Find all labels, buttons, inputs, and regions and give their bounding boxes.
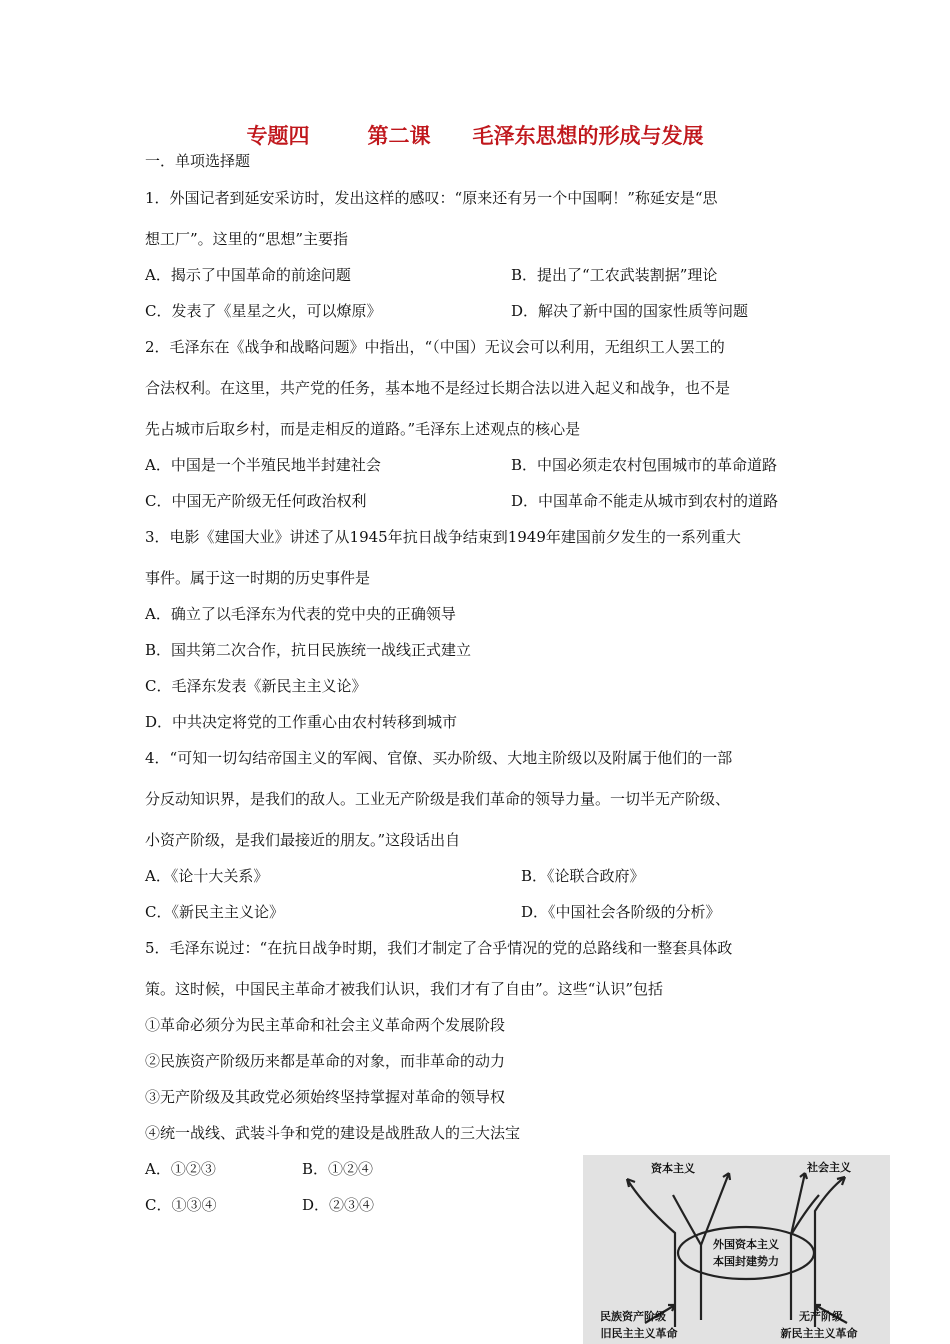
title-subject: 毛泽东思想的形成与发展 <box>472 124 704 148</box>
q3-line-2: 事件。属于这一时期的历史事件是 <box>145 569 371 587</box>
q1-option-d: D．解决了新中国的国家性质等问题 <box>511 302 749 320</box>
q5-line-1: 5．毛泽东说过：“在抗日战争时期，我们才制定了合乎情况的党的总路线和一整套具体政 <box>145 939 733 957</box>
arrow-up-right-icon <box>791 1173 807 1235</box>
q5-line-2: 策。这时候，中国民主革命才被我们认识，我们才有了自由”。这些“认识”包括 <box>145 980 664 998</box>
q5-option-c: C．①③④ <box>145 1196 217 1214</box>
label-socialism: 社会主义 <box>807 1161 851 1174</box>
q1-line-1: 1．外国记者到延安采访时，发出这样的感叹：“原来还有另一个中国啊！”称延安是“思 <box>145 189 718 207</box>
q5-item-4: ④统一战线、武装斗争和党的建设是战胜敌人的三大法宝 <box>145 1124 521 1142</box>
q2-option-c: C．中国无产阶级无任何政治权利 <box>145 492 367 510</box>
q5-item-2: ②民族资产阶级历来都是革命的对象，而非革命的动力 <box>145 1052 506 1070</box>
title-lesson: 第二课 <box>367 124 431 148</box>
q5-item-1: ①革命必须分为民主革命和社会主义革命两个发展阶段 <box>145 1016 506 1034</box>
q3-option-a: A．确立了以毛泽东为代表的党中央的正确领导 <box>145 605 456 623</box>
q1-option-a: A．揭示了中国革命的前途问题 <box>145 266 351 284</box>
q5-option-b: B．①②④ <box>302 1160 374 1178</box>
label-national-bourgeoisie: 民族资产阶级 <box>600 1310 666 1323</box>
q2-line-2: 合法权利。在这里，共产党的任务，基本地不是经过长期合法以进入起义和战争，也不是 <box>145 379 731 397</box>
q1-option-b: B．提出了“工农武装割据”理论 <box>511 266 718 284</box>
q4-option-d: D．《中国社会各阶级的分析》 <box>521 903 721 921</box>
q5-option-d: D．②③④ <box>302 1196 375 1214</box>
q5-option-a: A．①②③ <box>145 1160 216 1178</box>
q2-option-a: A．中国是一个半殖民地半封建社会 <box>145 456 381 474</box>
q3-option-b: B．国共第二次合作，抗日民族统一战线正式建立 <box>145 641 472 659</box>
q2-option-d: D．中国革命不能走从城市到农村的道路 <box>511 492 779 510</box>
q4-option-a: A．《论十大关系》 <box>145 867 269 885</box>
q4-line-2: 分反动知识界，是我们的敌人。工业无产阶级是我们革命的领导力量。一切半无产阶级、 <box>145 790 731 808</box>
q4-line-3: 小资产阶级，是我们最接近的朋友。”这段话出自 <box>145 831 461 849</box>
label-capitalism: 资本主义 <box>651 1162 695 1175</box>
page-title <box>0 120 950 150</box>
title-topic: 专题四 <box>246 124 310 148</box>
center-ellipse <box>678 1227 814 1279</box>
q5-item-3: ③无产阶级及其政党必须始终坚持掌握对革命的领导权 <box>145 1088 506 1106</box>
label-feudal-forces: 本国封建势力 <box>713 1255 779 1268</box>
q2-option-b: B．中国必须走农村包围城市的革命道路 <box>511 456 778 474</box>
q4-option-b: B．《论联合政府》 <box>521 867 645 885</box>
q2-line-1: 2．毛泽东在《战争和战略问题》中指出，“（中国）无议会可以利用，无组织工人罢工的 <box>145 338 725 356</box>
q2-line-3: 先占城市后取乡村，而是走相反的道路。”毛泽东上述观点的核心是 <box>145 420 581 438</box>
arrow-up-left-icon <box>701 1173 730 1245</box>
diagram-svg <box>583 1155 890 1344</box>
q3-line-1: 3．电影《建国大业》讲述了从1945年抗日战争结束到1949年建国前夕发生的一系列重大 <box>145 528 741 546</box>
label-foreign-capitalism: 外国资本主义 <box>713 1238 779 1251</box>
q1-line-2: 想工厂”。这里的“思想”主要指 <box>145 230 349 248</box>
inner-left-path <box>673 1195 701 1320</box>
label-new-democratic-revolution: 新民主主义革命 <box>780 1327 858 1340</box>
q4-line-1: 4．“可知一切勾结帝国主义的军阀、官僚、买办阶级、大地主阶级以及附属于他们的一部 <box>145 749 733 767</box>
label-old-democratic-revolution: 旧民主主义革命 <box>600 1327 678 1340</box>
revolution-paths-diagram <box>583 1155 890 1344</box>
q4-option-c: C．《新民主主义论》 <box>145 903 284 921</box>
outer-left-path <box>627 1179 675 1327</box>
q3-option-c: C．毛泽东发表《新民主主义论》 <box>145 677 367 695</box>
q1-option-c: C．发表了《星星之火，可以燎原》 <box>145 302 382 320</box>
section-heading: 一．单项选择题 <box>145 152 251 170</box>
label-proletariat: 无产阶级 <box>799 1310 843 1323</box>
q3-option-d: D．中共决定将党的工作重心由农村转移到城市 <box>145 713 458 731</box>
